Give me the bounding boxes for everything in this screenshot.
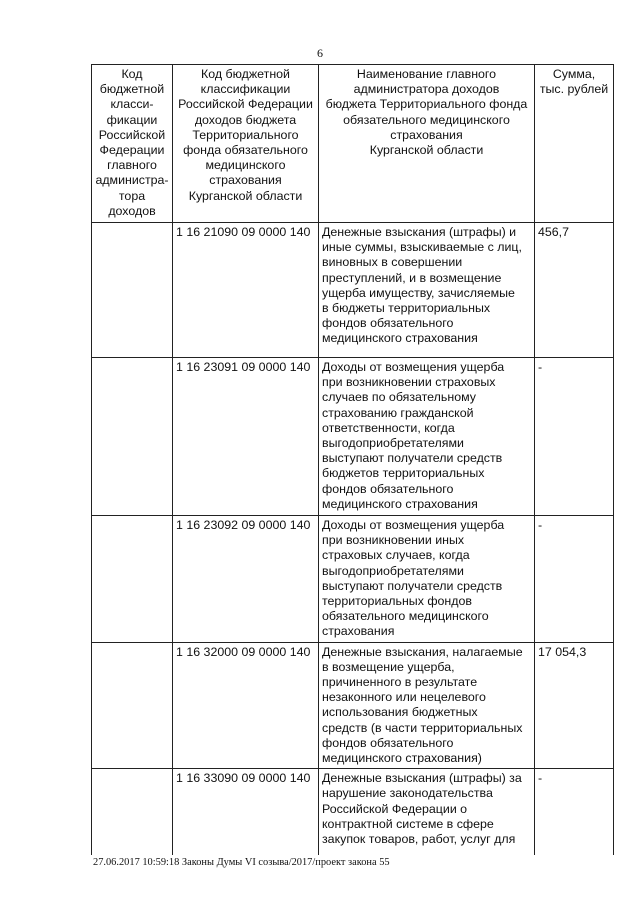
cell-admin-code: [92, 358, 173, 516]
page-number: 6: [317, 46, 323, 60]
cell-revenue-name: Денежные взыскания, налагаемые в возмещение ущерба, причиненного в результате незаконного или нецелевого использования бюджетных средств (в части территориальных фондов обязательного медицинского страхования): [319, 642, 535, 769]
cell-budget-code: 1 16 23092 09 0000 140: [173, 516, 319, 643]
table-row: [92, 642, 614, 769]
table-row: [92, 223, 614, 358]
revenue-table: [91, 64, 614, 855]
header-administrator-name: Наименование главного администратора доходов бюджета Территориального фонда обязательного медицинского страхования Курганской области: [319, 65, 535, 223]
header-budget-code: Код бюджетной классификации Российской Федерации доходов бюджета Территориального фонда обязательного медицинского страхования Курганской области: [173, 65, 319, 223]
document-footer: 27.06.2017 10:59:18 Законы Думы VI созыва/2017/проект закона 55: [93, 857, 390, 868]
cell-sum: -: [535, 769, 614, 855]
cell-sum: -: [535, 516, 614, 643]
cell-revenue-name: Денежные взыскания (штрафы) и иные суммы, взыскиваемые с лиц, виновных в совершении преступлений, и в возмещение ущерба имуществу, зачисляемые в бюджеты территориальных фондов обязательного медицинского страхования: [319, 223, 535, 358]
cell-admin-code: [92, 516, 173, 643]
cell-budget-code: 1 16 21090 09 0000 140: [173, 223, 319, 358]
cell-sum: -: [535, 358, 614, 516]
cell-admin-code: [92, 223, 173, 358]
cell-revenue-name: Доходы от возмещения ущерба при возникновении страховых случаев по обязательному страхованию гражданской ответственности, когда выгодоприобретателями выступают получатели средств бюджетов территориальных фондов обязательного медицинского страхования: [319, 358, 535, 516]
cell-admin-code: [92, 642, 173, 769]
table-header-row: [92, 65, 614, 223]
cell-admin-code: [92, 769, 173, 855]
table-row: [92, 358, 614, 516]
header-sum: Сумма, тыс. рублей: [535, 65, 614, 223]
header-admin-code: Код бюджетной класси- фикации Российской Федерации главного администра- тора доходов: [92, 65, 173, 223]
cell-sum: 456,7: [535, 223, 614, 358]
cell-sum: 17 054,3: [535, 642, 614, 769]
cell-revenue-name: Доходы от возмещения ущерба при возникновении иных страховых случаев, когда выгодоприобретателями выступают получатели средств территориальных фондов обязательного медицинского страхования: [319, 516, 535, 643]
cell-budget-code: 1 16 32000 09 0000 140: [173, 642, 319, 769]
cell-budget-code: 1 16 23091 09 0000 140: [173, 358, 319, 516]
cell-budget-code: 1 16 33090 09 0000 140: [173, 769, 319, 855]
table-row: [92, 769, 614, 855]
table-row: [92, 516, 614, 643]
cell-revenue-name: Денежные взыскания (штрафы) за нарушение законодательства Российской Федерации о контрактной системе в сфере закупок товаров, работ, услуг для: [319, 769, 535, 855]
